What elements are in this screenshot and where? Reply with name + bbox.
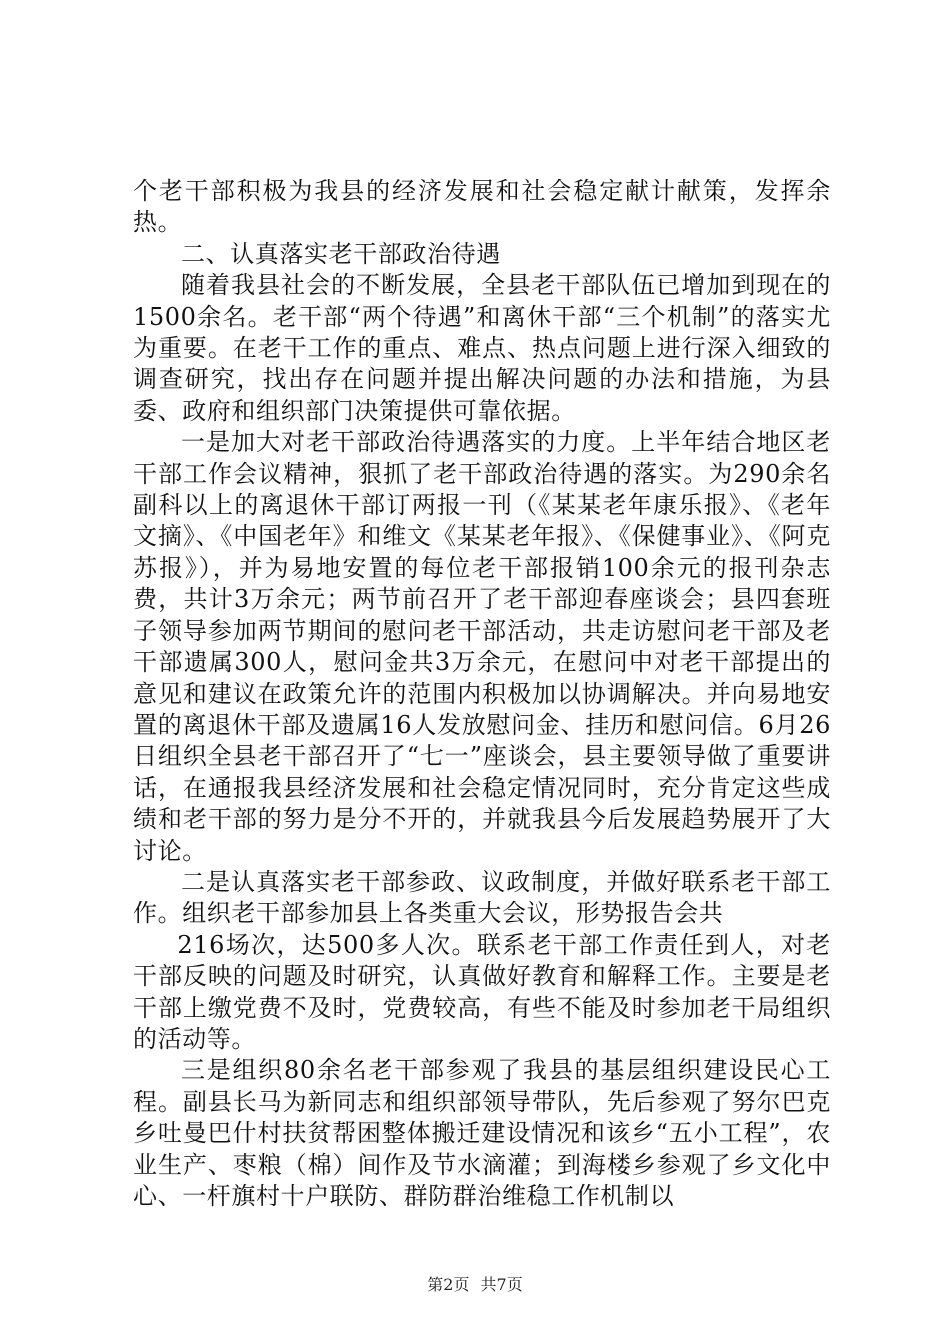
paragraph-point-three: 三是组织80余名老干部参观了我县的基层组织建设民心工程。副县长马为新同志和组织部领导带队，先后参观了努尔巴克乡吐曼巴什村扶贫帮困整体搬迁建设情况和该乡“五小工程”，农业生产、枣粮（棉）间作及节水滴灌；到海楼乡参观了乡文化中心、一杆旗村十户联防、群防群治维稳工作机制以 [133, 1056, 831, 1210]
paragraph-point-one: 一是加大对老干部政治待遇落实的力度。上半年结合地区老干部工作会议精神，狠抓了老干部政治待遇的落实。为290余名副科以上的离退休干部订两报一刊（《某某老年康乐报》、《老年文摘》、《中国老年》和维文《某某老年报》、《保健事业》、《阿克苏报》），并为易地安置的每位老干部报销100余元的报刊杂志费，共计3万余元；两节前召开了老干部迎春座谈会；县四套班子领导参加两节期间的慰问老干部活动，共走访慰问老干部及老干部遗属300人，慰问金共3万余元，在慰问中对老干部提出的意见和建议在政策允许的范围内积极加以协调解决。并向易地安置的离退休干部及遗属16人发放慰问金、挂历和慰问信。6月26日组织全县老干部召开了“七一”座谈会，县主要领导做了重要讲话，在通报我县经济发展和社会稳定情况同时，充分肯定这些成绩和老干部的努力是分不开的，并就我县今后发展趋势展开了大讨论。 [133, 428, 831, 865]
paragraph-intro: 随着我县社会的不断发展，全县老干部队伍已增加到现在的1500余名。老干部“两个待遇”和离休干部“三个机制”的落实尤为重要。在老干工作的重点、难点、热点问题上进行深入细致的调查研究，找出存在问题并提出解决问题的办法和措施，为县委、政府和组织部门决策提供可靠依据。 [133, 271, 831, 425]
page-number: 第2页 [427, 1275, 470, 1294]
document-body [133, 176, 831, 1212]
paragraph-point-two-continued: 216场次，达500多人次。联系老干部工作责任到人，对老干部反映的问题及时研究，认真做好教育和解释工作。主要是老干部上缴党费不及时，党费较高，有些不能及时参加老干局组织的活动等。 [133, 930, 831, 1053]
paragraph-continuation: 个老干部积极为我县的经济发展和社会稳定献计献策，发挥余热。 [133, 177, 831, 237]
page-footer [0, 1272, 950, 1295]
section-heading: 二、认真落实老干部政治待遇 [181, 239, 501, 268]
paragraph-point-two: 二是认真落实老干部参政、议政制度，并做好联系老干部工作。组织老干部参加县上各类重大会议，形势报告会共 [133, 867, 831, 928]
page-total: 共7页 [480, 1275, 523, 1294]
